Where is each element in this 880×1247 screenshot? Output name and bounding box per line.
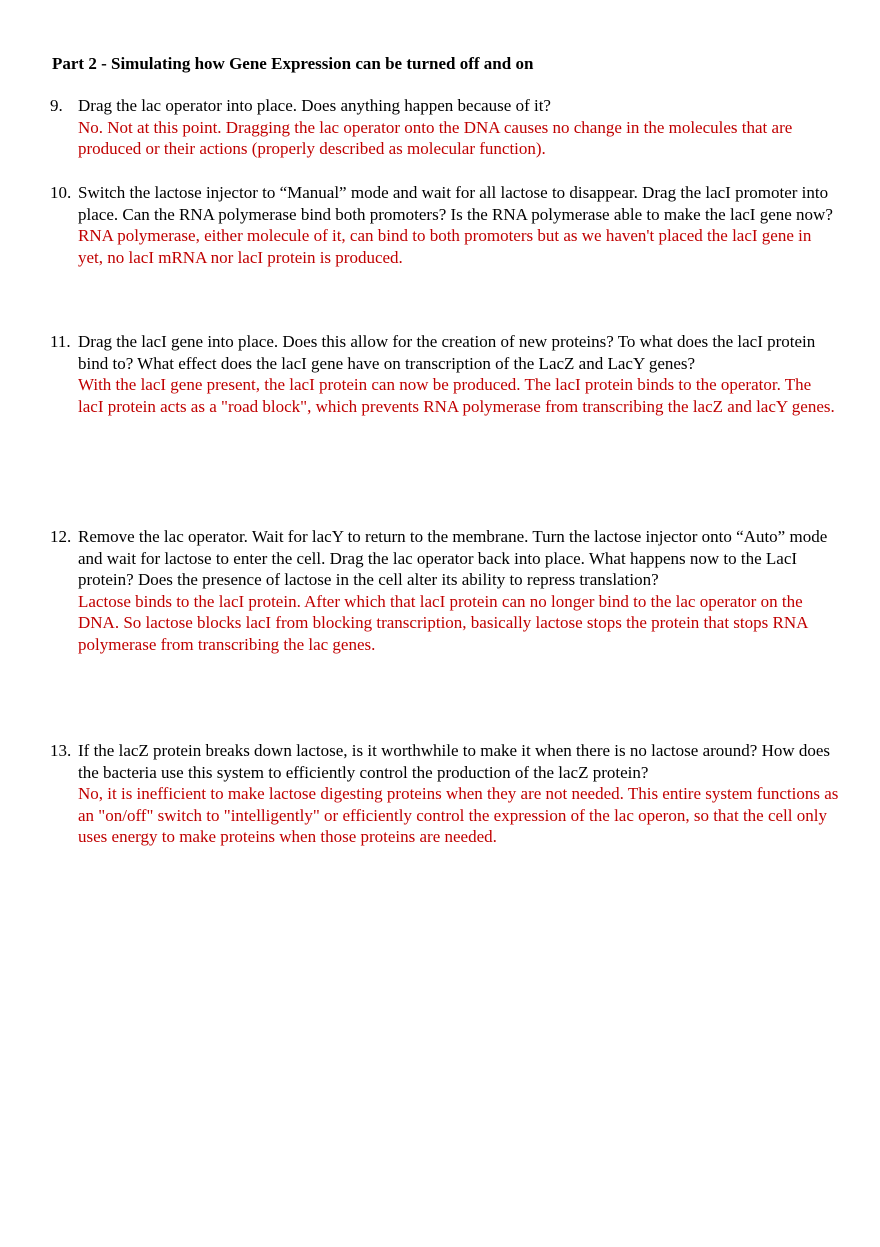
question-number: 11. [50, 332, 71, 351]
question-text: Remove the lac operator. Wait for lacY to return to the membrane. Turn the lactose injector onto “Auto” mode and wait for lactose to enter the cell. Drag the lac operator back into place. What happens now to the LacI protein? Does the presence of lactose in the cell alter its ability to repress translation? [78, 527, 828, 590]
question-number: 9. [50, 96, 63, 115]
question-item [50, 740, 840, 848]
answer-text: Lactose binds to the lacI protein. After which that lacI protein can no longer bind to the lac operator on the DNA. So lactose blocks lacI from blocking transcription, basically lactose stops the protein that stops RNA polymerase from transcribing the lac genes. [78, 591, 808, 654]
question-item [50, 331, 840, 417]
question-text: Switch the lactose injector to “Manual” mode and wait for all lactose to disappear. Drag the lacI promoter into place. Can the RNA polymerase bind both promoters? Is the RNA polymerase able to make the lacI gene now? [78, 183, 833, 224]
section-title: Part 2 - Simulating how Gene Expression can be turned off and on [52, 54, 534, 73]
answer-text: RNA polymerase, either molecule of it, can bind to both promoters but as we haven't placed the lacI gene in yet, no lacI mRNA nor lacI protein is produced. [78, 226, 812, 267]
answer-text: With the lacI gene present, the lacI protein can now be produced. The lacI protein binds to the operator. The lacI protein acts as a "road block", which prevents RNA polymerase from transcribing the lacZ and lacY genes. [78, 375, 835, 416]
question-item [50, 182, 840, 268]
question-item [50, 526, 840, 656]
question-text: Drag the lac operator into place. Does anything happen because of it? [78, 96, 551, 115]
answer-text: No. Not at this point. Dragging the lac operator onto the DNA causes no change in the molecules that are produced or their actions (properly described as molecular function). [78, 117, 793, 159]
question-number: 13. [50, 741, 72, 760]
question-text: If the lacZ protein breaks down lactose, is it worthwhile to make it when there is no lactose around? How does the bacteria use this system to efficiently control the production of the lacZ protein? [78, 741, 831, 782]
answer-text: No, it is inefficient to make lactose digesting proteins when they are not needed. This entire system functions as an "on/off" switch to "intelligently" or efficiently control the expression of the lac operon, so that the cell only uses energy to make proteins when those proteins are needed. [78, 784, 839, 847]
question-number: 12. [50, 527, 72, 546]
question-number: 10. [50, 183, 72, 202]
question-text: Drag the lacI gene into place. Does this allow for the creation of new proteins? To what does the lacI protein bind to? What effect does the lacI gene have on transcription of the LacZ and LacY genes? [78, 332, 816, 373]
question-item [50, 95, 840, 160]
